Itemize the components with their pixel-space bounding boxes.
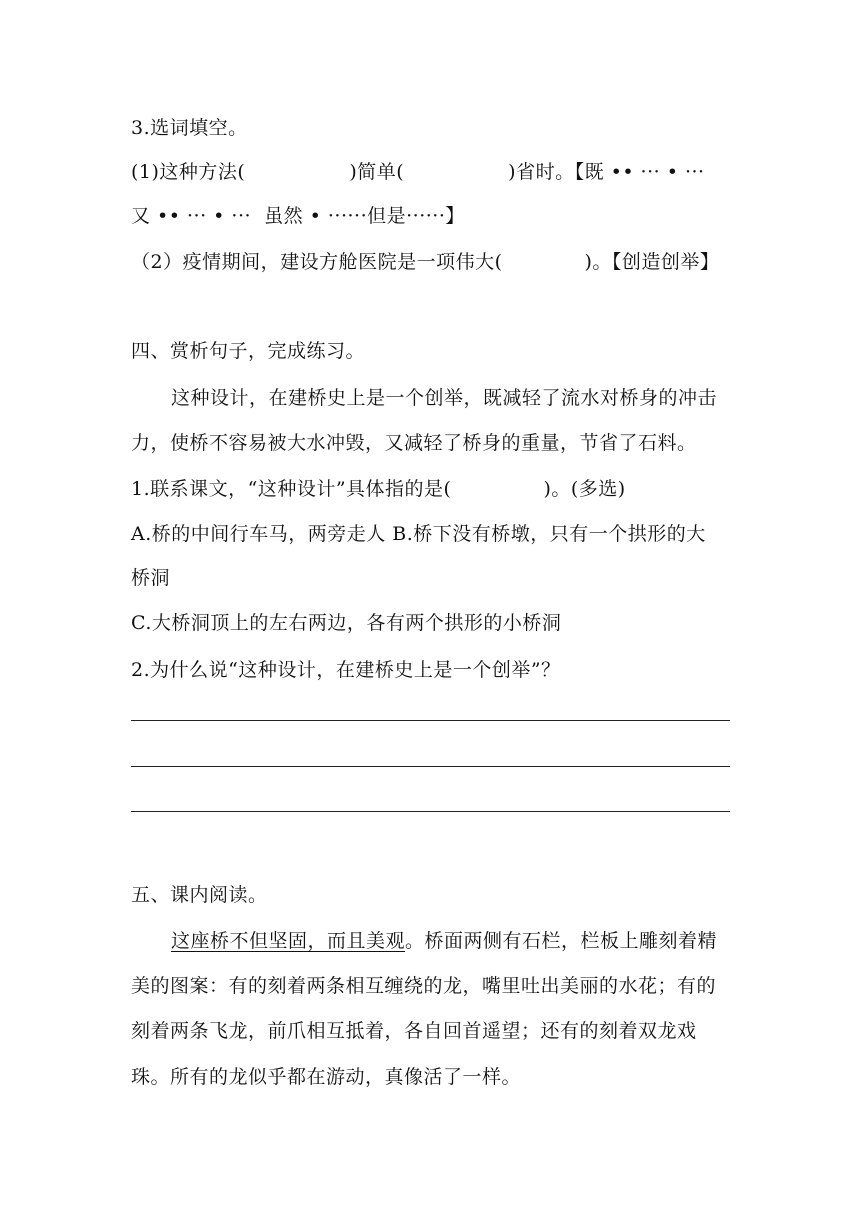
section5-title: 五、课内阅读。 bbox=[131, 884, 268, 906]
section3-title: 3.选词填空。 bbox=[131, 117, 248, 139]
option-ab-line1: A.桥的中间行车马，两旁走人 B.桥下没有桥墩，只有一个拱形的大 bbox=[131, 523, 706, 545]
section5-line3: 刻着两条飞龙，前爪相互抵着，各自回首遥望；还有的刻着双龙戏 bbox=[131, 1020, 697, 1042]
q2-blank[interactable] bbox=[503, 267, 585, 268]
section4-q1 bbox=[131, 477, 626, 501]
answer-line-1[interactable] bbox=[131, 720, 730, 721]
section5-line2: 美的图案：有的刻着两条相互缠绕的龙，嘴里吐出美丽的水花；有的 bbox=[131, 975, 717, 997]
answer-line-3[interactable] bbox=[131, 811, 730, 812]
section5-line1-rest: 。桥面两侧有石栏，栏板上雕刻着精 bbox=[405, 930, 718, 952]
section3-q1-line2: 又 •• ··· • ··· 虽然 • ······但是······】 bbox=[131, 205, 465, 227]
s4q1-text-b: )。(多选) bbox=[543, 478, 626, 500]
q1-text-c: )省时。【既 •• ··· • ··· bbox=[508, 161, 705, 183]
q1-blank-1[interactable] bbox=[245, 177, 349, 178]
section3-q2-line bbox=[131, 250, 719, 274]
section4-passage-line2: 力，使桥不容易被大水冲毁，又减轻了桥身的重量，节省了石料。 bbox=[131, 432, 697, 454]
answer-line-2[interactable] bbox=[131, 766, 730, 767]
q2-text-b: )。【创造创举】 bbox=[584, 251, 720, 273]
section4-passage-line1: 这种设计，在建桥史上是一个创举，既减轻了流水对桥身的冲击 bbox=[171, 387, 718, 409]
option-ab-line2: 桥洞 bbox=[131, 567, 171, 589]
section4-q2: 2.为什么说“这种设计，在建桥史上是一个创举”？ bbox=[131, 659, 561, 681]
underlined-sentence: 这座桥不但坚固，而且美观 bbox=[171, 930, 406, 952]
q2-text-a: （2）疫情期间，建设方舱医院是一项伟大( bbox=[131, 251, 503, 273]
q1-text-b: )简单( bbox=[349, 161, 405, 183]
s4q1-blank[interactable] bbox=[451, 494, 543, 495]
s4q1-text-a: 1.联系课文，“这种设计”具体指的是( bbox=[131, 478, 452, 500]
section5-line4: 珠。所有的龙似乎都在游动，真像活了一样。 bbox=[131, 1066, 522, 1088]
section4-title: 四、赏析句子，完成练习。 bbox=[131, 340, 366, 362]
q1-text-a: (1)这种方法( bbox=[131, 161, 246, 183]
section5-line1 bbox=[171, 929, 717, 953]
q1-blank-2[interactable] bbox=[404, 177, 508, 178]
option-c: C.大桥洞顶上的左右两边，各有两个拱形的小桥洞 bbox=[131, 612, 562, 634]
section3-q1-line1 bbox=[131, 160, 705, 184]
